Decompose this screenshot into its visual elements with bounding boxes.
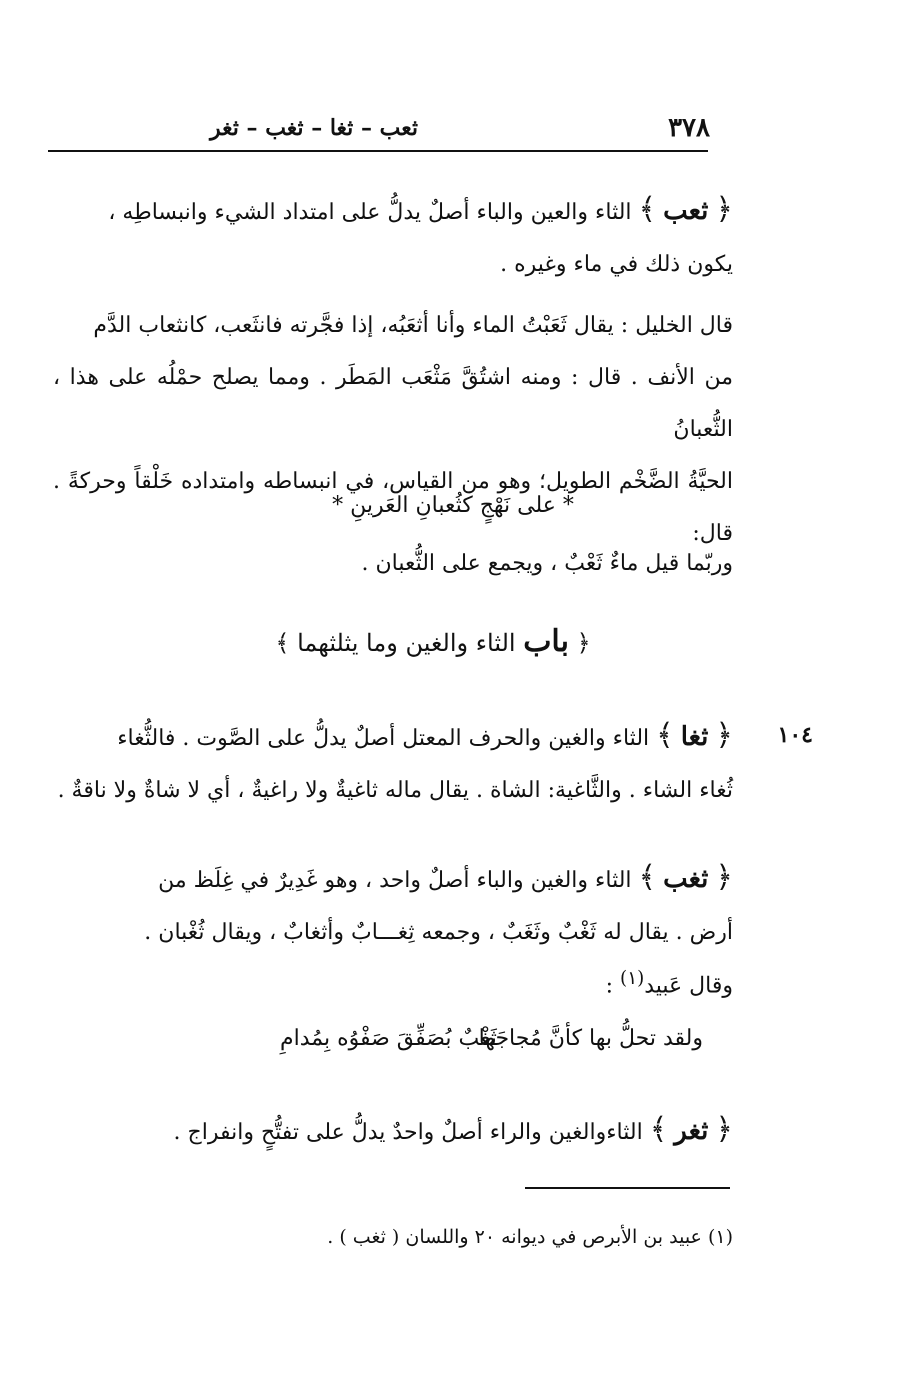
- entry-thagha: [53, 710, 733, 817]
- verse-2-second-hemistich: ثَغْبٌ بُصَفِّقَ صَفْوُه بِمُدامِ: [280, 1026, 497, 1051]
- entry-thaghb: [53, 852, 733, 1006]
- headword-thaghb: ثغب: [663, 864, 709, 894]
- footnote-ref: (١): [620, 968, 645, 989]
- bracket-close: ﴾: [638, 192, 657, 227]
- entry-thagha-text1: الثاء والغين والحرف المعتل أصلٌ يدلُّ على الصَّوت . فالثُّغاء: [117, 726, 650, 751]
- header-rule: [48, 150, 708, 152]
- verse-2-first-hemistich: ولقد تحلُّ بها كأنَّ مُجاجَها: [478, 1026, 703, 1051]
- section-heading: [253, 624, 613, 659]
- entry-thaghb-text1: الثاء والغين والباء أصلٌ واحد ، وهو غَدِيرٌ في غِلَظ من: [158, 868, 632, 893]
- verse-1: * على نَهْجٍ كثُعبانِ العَرينِ *: [332, 493, 574, 518]
- entry-thagha-line2: ثُغاء الشاء . والثَّاغية: الشاة . يقال ماله ثاغيةٌ ولا راغيةٌ ، أي لا شاةٌ ولا ناقةٌ .: [57, 778, 733, 803]
- headword-thab: ثعب: [663, 196, 709, 226]
- entry-thaghb-line3-text: وقال عَبيد: [644, 973, 733, 999]
- entry-thaghb-line3-tail: :: [605, 973, 621, 999]
- bracket-open: ﴿: [715, 1112, 733, 1147]
- bracket-open: ﴿: [715, 718, 733, 753]
- headword-thaghr: ثغر: [674, 1116, 709, 1146]
- entry-thab-line2: يكون ذلك في ماء وغيره .: [500, 252, 733, 277]
- section-bab: باب: [523, 624, 569, 659]
- after-verse-line: وربّما قيل ماءٌ ثَعْبٌ ، ويجمع على الثُّعبان .: [361, 551, 733, 576]
- bracket-open: ﴿: [715, 860, 733, 895]
- page-number: ٣٧٨: [668, 113, 710, 143]
- bracket-close: ﴾: [275, 629, 290, 657]
- entry-thaghr-text1: الثاءوالغين والراء أصلٌ واحدٌ يدلُّ على تفتُّحٍ وانفراج .: [173, 1120, 643, 1145]
- entry-thaghr-line1: [53, 1104, 733, 1159]
- entry-number: ١٠٤: [777, 722, 813, 748]
- khalil-line2: من الأنف . قال : ومنه اشتُقَّ مَثْعَب المَطَر . ومما يصلح حمْلُه على هذا ، الثُّعبانُ: [53, 365, 733, 442]
- entry-thaghb-line2: أرض . يقال له ثَغْبٌ وثَغَبٌ ، وجمعه ثِغـــابٌ وأثغابٌ ، ويقال ثُغْبان .: [144, 920, 733, 945]
- headword-thagha: ثغا: [680, 722, 709, 752]
- footnote-rule: [525, 1187, 730, 1189]
- entry-thab: [53, 184, 733, 291]
- bracket-close: ﴾: [649, 1112, 668, 1147]
- khalil-line3: الحيَّةُ الضَّخْم الطويل؛ وهو من القياس، في انبساطه وامتداده خَلْقاً وحركةً . قال:: [53, 469, 733, 546]
- bracket-close: ﴾: [638, 860, 657, 895]
- bracket-open: ﴿: [576, 629, 591, 657]
- running-title: ثعب – ثغا – ثغب – ثغر: [210, 115, 418, 141]
- bracket-open: ﴿: [715, 192, 733, 227]
- page-header: [40, 108, 710, 148]
- entry-thagha-line1: [53, 710, 733, 765]
- footnote: (١) عبيد بن الأبرص في ديوانه ٢٠ واللسان ( ثغب ) .: [327, 1226, 733, 1248]
- section-title: الثاء والغين وما يثلثهما: [297, 629, 516, 657]
- entry-thab-line1: [53, 184, 733, 239]
- entry-thaghb-line3: [53, 959, 733, 1006]
- entry-thaghr: [53, 1104, 733, 1159]
- khalil-line1: قال الخليل : يقال ثَعَبْتُ الماء وأنا أثعَبُه، إذا فجَّرته فانثَعب، كانثعاب الدَّم: [93, 313, 733, 338]
- entry-thaghb-line1: [53, 852, 733, 907]
- bracket-close: ﴾: [656, 718, 674, 753]
- entry-thab-text1: الثاء والعين والباء أصلٌ يدلُّ على امتداد الشيء وانبساطِه ،: [108, 200, 632, 225]
